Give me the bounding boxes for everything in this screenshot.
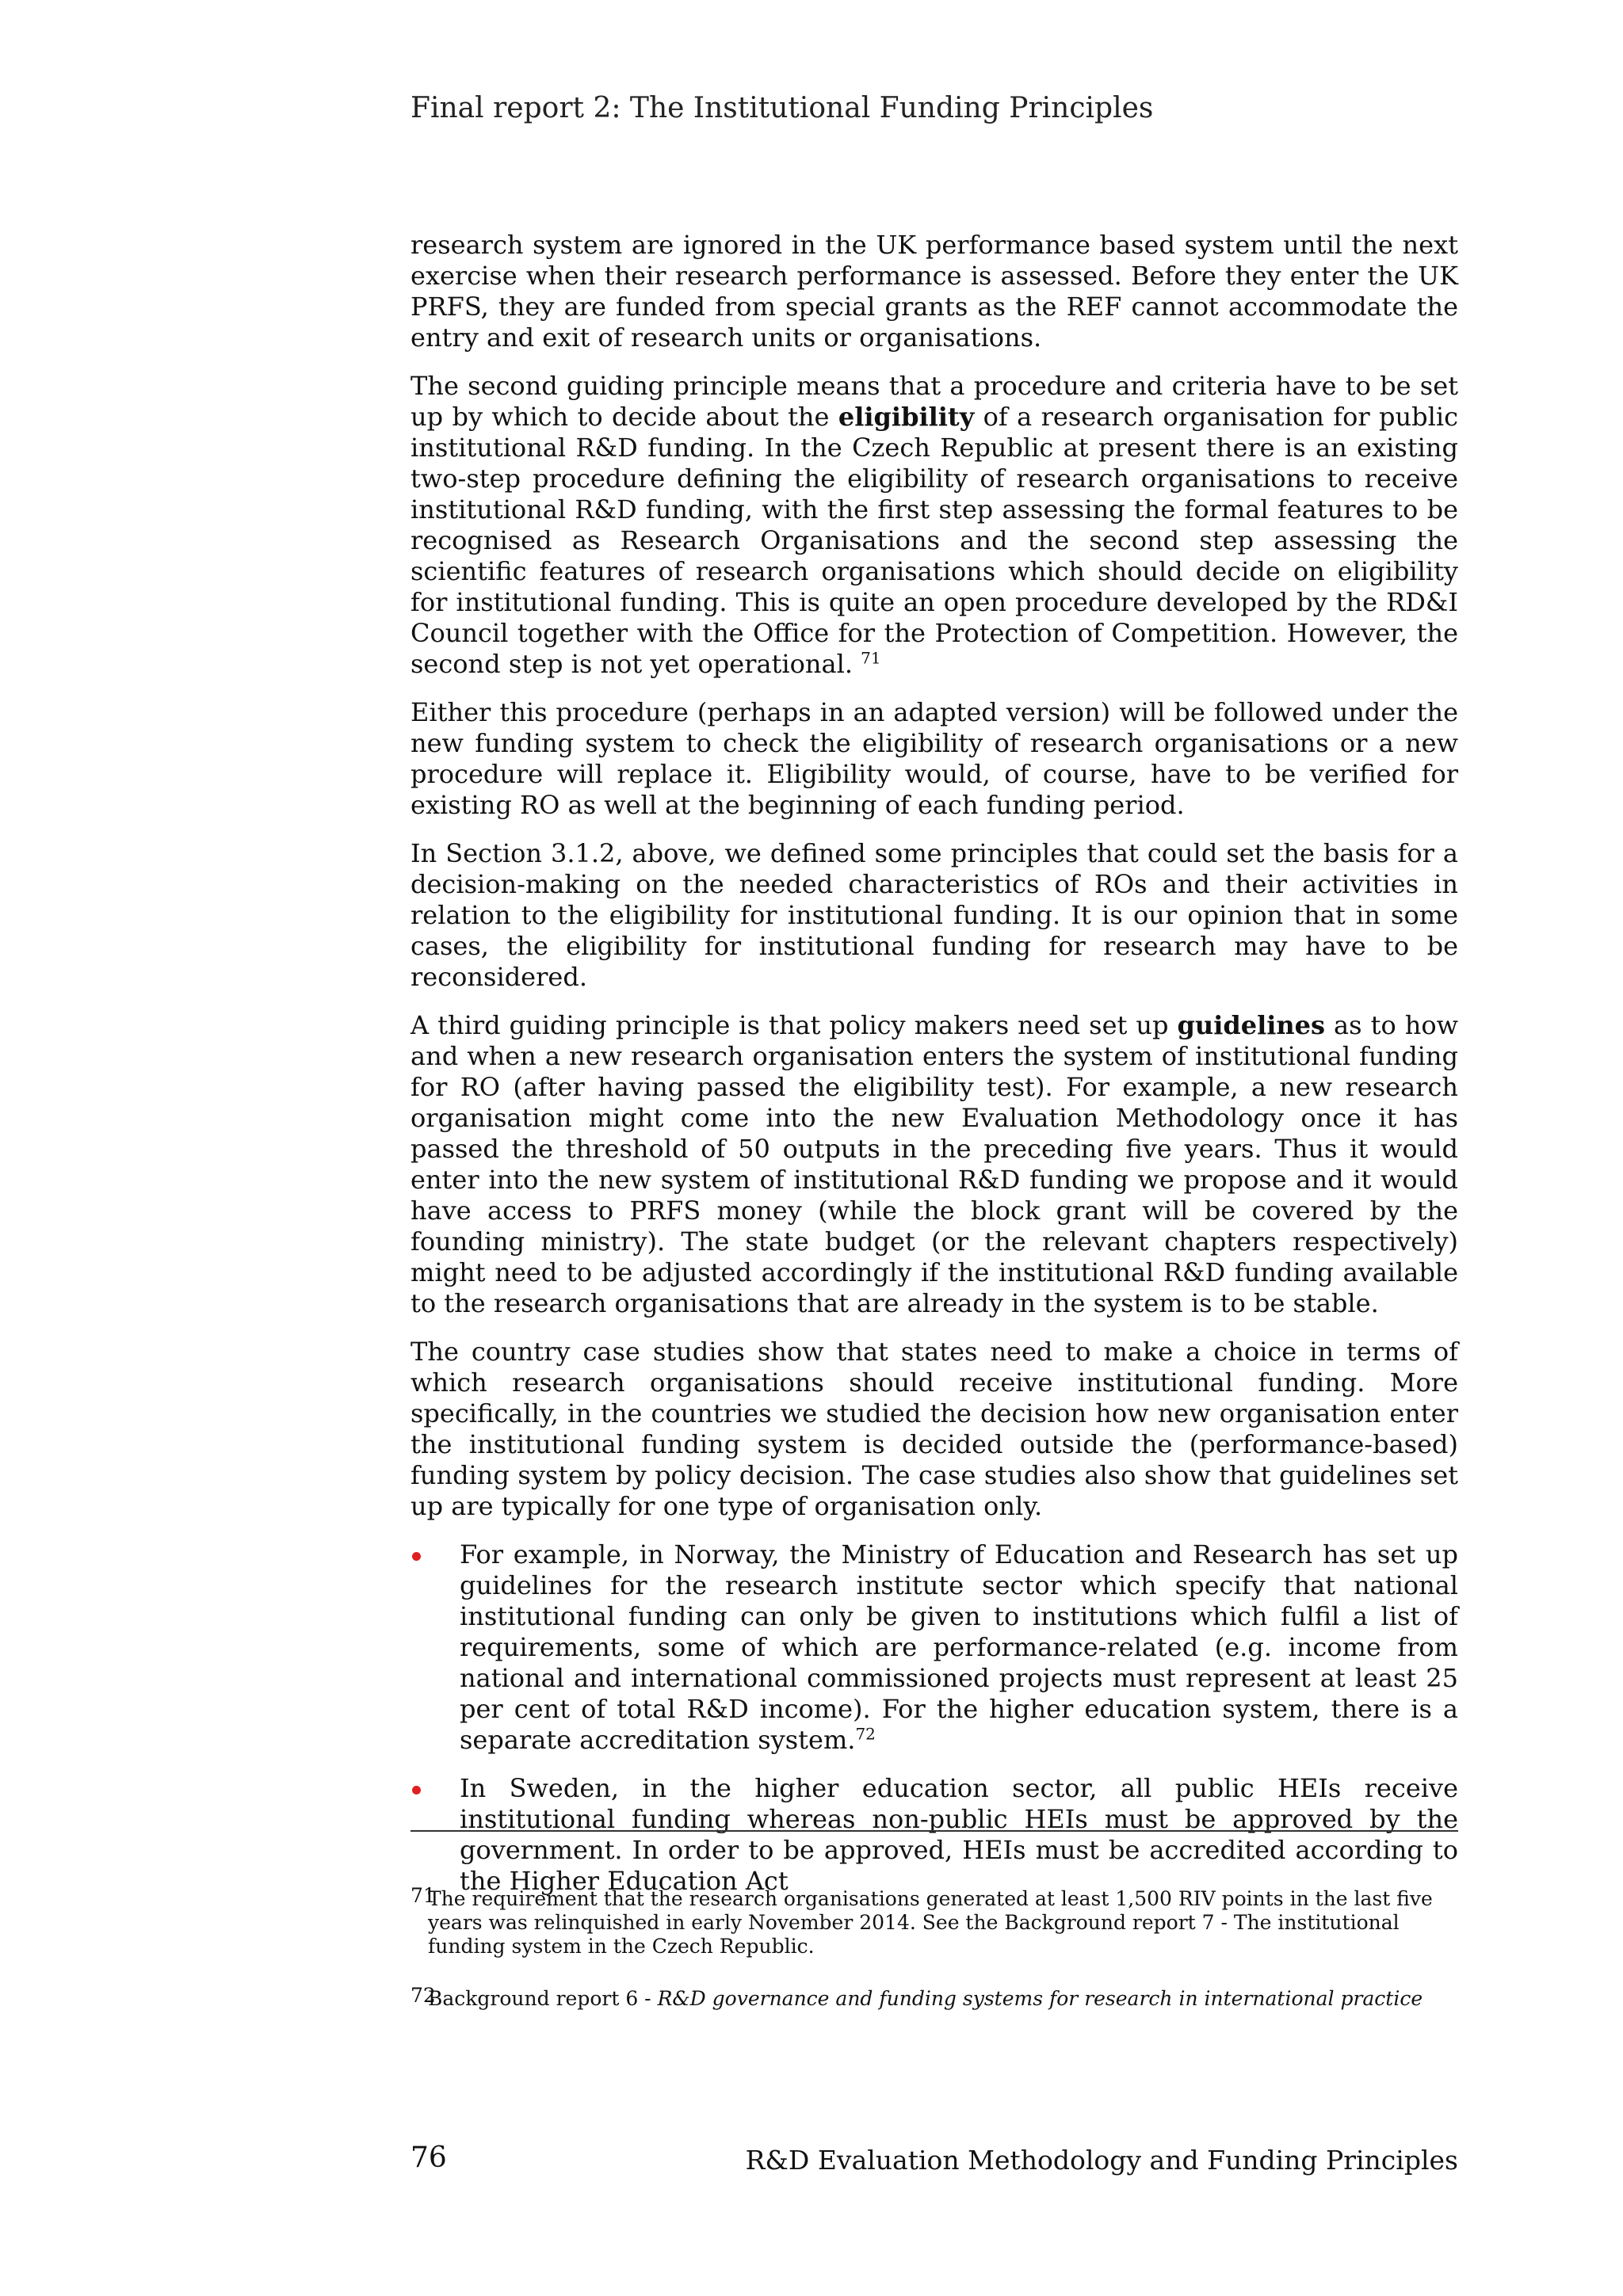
- footnote-71: [411, 1884, 1458, 1958]
- paragraph-2: The second guiding principle means that a procedure and criteria have to be set up by which to decide about the eligibility of a research organisation for public institutional R&D funding. In the Czech Republic at present there is an existing two-step procedure defining the eligibility of research organisations to receive institutional R&D funding, with the first step assessing the formal features to be recognised as Research Organisations and the second step assessing the scientific features of research organisations which should decide on eligibility for institutional funding. This is quite an open procedure developed by the RD&I Council together with the Office for the Protection of Competition. However, the second step is not yet operational. $^{71}$: [411, 371, 1459, 679]
- running-header: Final report 2: The Institutional Funding Principles: [411, 92, 1154, 124]
- footnote-number: 71: [411, 1884, 436, 1907]
- footnote-ref-71[interactable]: 71: [861, 648, 881, 668]
- bullet-dot-icon: [412, 1552, 421, 1561]
- footnotes: [411, 1884, 1458, 2039]
- bullet-dot-icon: [412, 1786, 421, 1794]
- paragraph-3: Either this procedure (perhaps in an adapted version) will be followed under the new funding system to check the eligibility of research organisations or a new procedure will replace it. Eligibility would, of course, have to be verified for existing RO as well at the beginning of each funding period.: [411, 697, 1458, 820]
- bold-term-eligibility: eligibility: [838, 402, 975, 432]
- running-footer: R&D Evaluation Methodology and Funding Principles: [745, 2145, 1458, 2176]
- page-number: 76: [411, 2142, 447, 2174]
- paragraph-5: A third guiding principle is that policy makers need set up guidelines as to how and when a new research organisation enters the system of institutional funding for RO (after having passed the eligibility test). For example, a new research organisation might come into the new Evaluation Methodology once it has passed the threshold of 50 outputs in the preceding five years. Thus it would enter into the new system of institutional R&D funding we propose and it would have access to PRFS money (while the block grant will be covered by the founding ministry). The state budget (or the relevant chapters respectively) might need to be adjusted accordingly if the institutional R&D funding available to the research organisations that are already in the system is to be stable.: [411, 1010, 1459, 1318]
- footnote-ref-72[interactable]: 72: [855, 1724, 876, 1744]
- paragraph-6: The country case studies show that states need to make a choice in terms of which research organisations should receive institutional funding. More specifically, in the countries we studied the decision how new organisation enter the institutional funding system is decided outside the (performance-based) funding system by policy decision. The case studies also show that guidelines set up are typically for one type of organisation only.: [411, 1337, 1458, 1521]
- footnote-text: Background report 6 -: [428, 1987, 658, 2010]
- footnote-italic-title: R&D governance and funding systems for research in international practice: [657, 1987, 1423, 2010]
- paragraph-4: In Section 3.1.2, above, we defined some principles that could set the basis for a decision-making on the needed characteristics of ROs and their activities in relation to the eligibility for institutional funding. It is our opinion that in some cases, the eligibility for institutional funding for research may have to be reconsidered.: [411, 838, 1458, 992]
- list-item: In Sweden, in the higher education sector, all public HEIs receive institutional funding whereas non-public HEIs must be approved by the government. In order to be approved, HEIs must be accredited according to the Higher Education Act: [411, 1773, 1458, 1897]
- bold-term-guidelines: guidelines: [1177, 1010, 1326, 1040]
- footnote-72: [411, 1984, 1458, 2011]
- body-text: [411, 230, 1458, 1914]
- footnote-text: The requirement that the research organisations generated at least 1,500 RIV points in the last five years was relinquished in early November 2014. See the Background report 7 - The institutional funding system in the Czech Republic.: [428, 1887, 1433, 1958]
- list-item: For example, in Norway, the Ministry of Education and Research has set up guidelines for the research institute sector which specify that national institutional funding can only be given to institutions which fulfil a list of requirements, some of which are performance-related (e.g. income from national and international commissioned projects must represent at least 25 per cent of total R&D income). For the higher education system, there is a separate accreditation system.$^{72}$: [411, 1539, 1458, 1756]
- footnote-divider: [411, 1830, 1458, 1832]
- footnote-number: 72: [411, 1984, 436, 2007]
- paragraph-1: research system are ignored in the UK performance based system until the next exercise when their research performance is assessed. Before they enter the UK PRFS, they are funded from special grants as the REF cannot accommodate the entry and exit of research units or organisations.: [411, 230, 1458, 353]
- bullet-list: [411, 1539, 1458, 1897]
